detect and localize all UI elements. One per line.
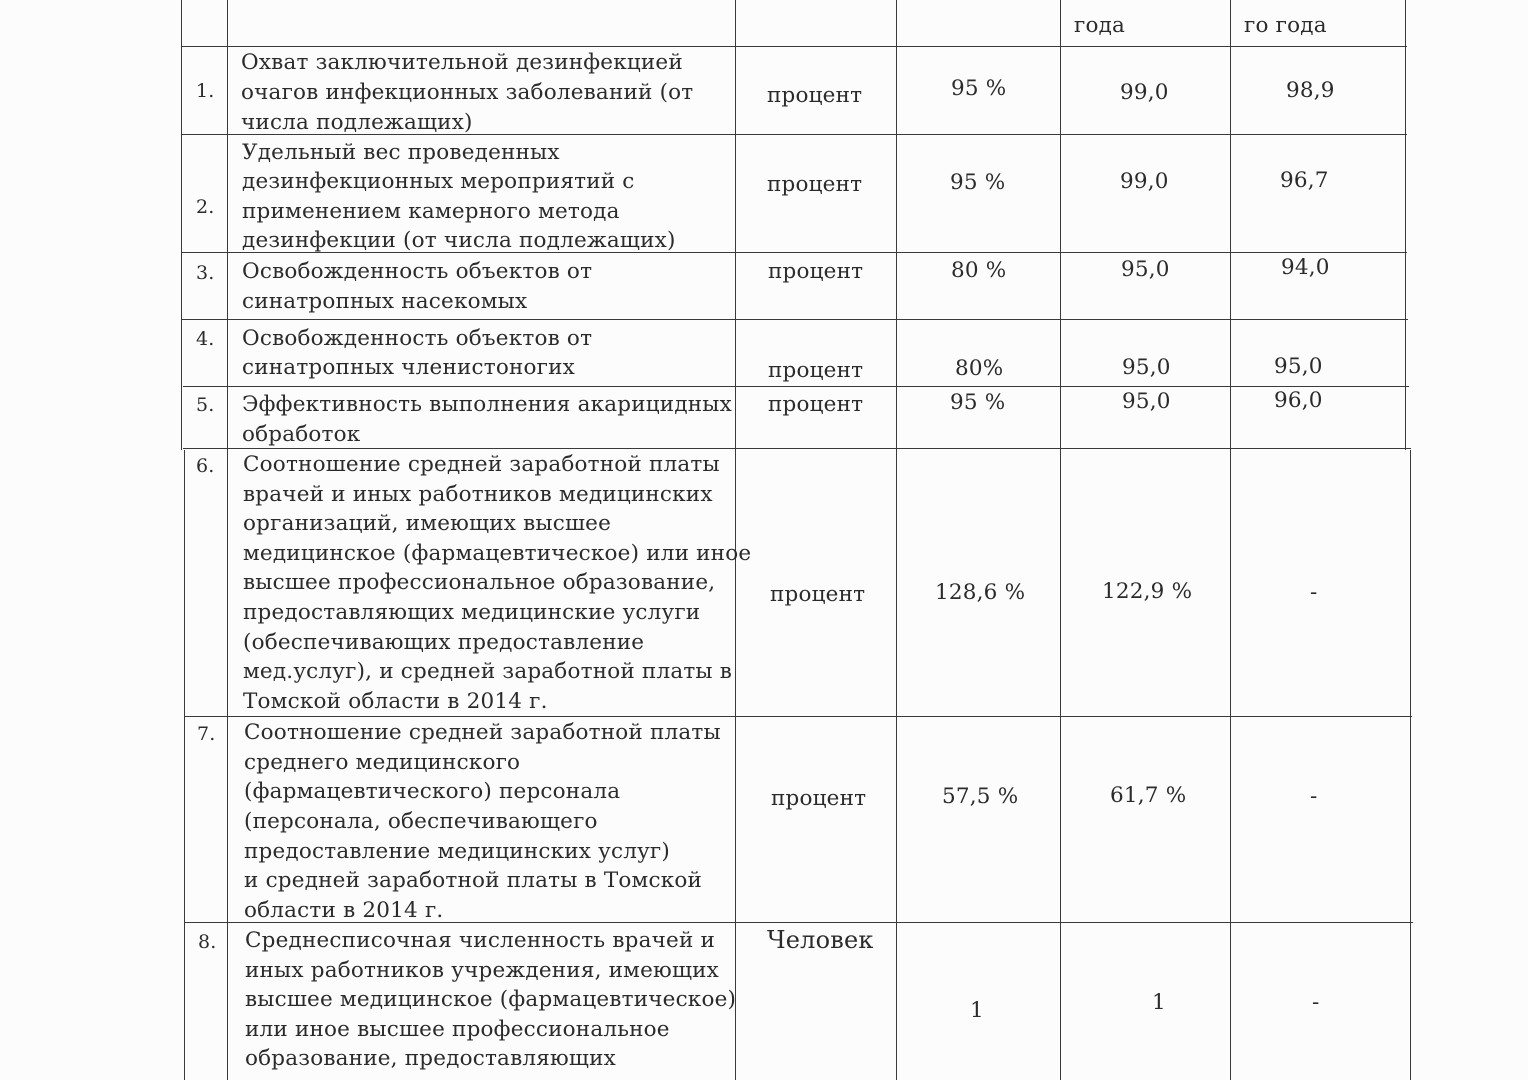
indicator-line: организаций, имеющих высшее (243, 511, 612, 536)
col-line (1230, 0, 1231, 1080)
row-number: 3. (196, 262, 215, 284)
indicator-line: образование, предоставляющих (245, 1046, 616, 1071)
indicator-line: дезинфекции (от числа подлежащих) (242, 228, 676, 253)
unit: процент (768, 358, 864, 383)
previous-value: - (1310, 784, 1318, 809)
indicator-line: Освобожденность объектов от (242, 259, 593, 284)
header-previous-year: го года (1244, 13, 1327, 38)
current-value: 61,7 % (1110, 783, 1187, 808)
current-value: 99,0 (1120, 80, 1169, 105)
previous-value: 94,0 (1281, 255, 1330, 280)
plan-value: 1 (970, 998, 984, 1023)
row-line (182, 319, 1408, 320)
indicator-line: мед.услуг), и средней заработной платы в (243, 659, 733, 684)
row-number: 4. (196, 328, 215, 350)
indicator-line: врачей и иных работников медицинских (243, 482, 713, 507)
col-line (1410, 450, 1411, 1080)
unit: процент (771, 786, 867, 811)
indicator-line: высшее медицинское (фармацевтическое) (245, 987, 737, 1012)
plan-value: 80% (955, 356, 1004, 381)
unit: процент (767, 172, 863, 197)
header-current-year: года (1074, 13, 1126, 38)
unit: процент (770, 582, 866, 607)
current-value: 95,0 (1121, 257, 1170, 282)
indicator-line: Соотношение средней заработной платы (244, 720, 721, 745)
current-value: 95,0 (1122, 389, 1171, 414)
current-value: 95,0 (1122, 355, 1171, 380)
indicator-line: и средней заработной платы в Томской (244, 868, 703, 893)
plan-value: 80 % (951, 258, 1007, 283)
indicator-line: (персонала, обеспечивающего (244, 809, 598, 834)
indicator-line: или иное высшее профессиональное (245, 1017, 670, 1042)
indicator-line: дезинфекционных мероприятий с (242, 169, 635, 194)
indicator-line: (обеспечивающих предоставление (243, 630, 645, 655)
previous-value: - (1310, 580, 1318, 605)
indicator-line: числа подлежащих) (241, 110, 473, 135)
row-number: 6. (196, 455, 215, 477)
unit: процент (767, 83, 863, 108)
indicator-line: применением камерного метода (242, 199, 620, 224)
indicator-line: высшее профессиональное образование, (243, 570, 716, 595)
plan-value: 128,6 % (935, 580, 1026, 605)
plan-value: 57,5 % (942, 784, 1019, 809)
row-number: 1. (196, 80, 215, 102)
indicator-line: (фармацевтического) персонала (244, 779, 621, 804)
indicator-line: обработок (242, 422, 361, 447)
plan-value: 95 % (951, 76, 1007, 101)
indicator-line: Охват заключительной дезинфекцией (241, 50, 683, 75)
current-value: 122,9 % (1102, 579, 1193, 604)
previous-value: 95,0 (1274, 354, 1323, 379)
row-line (183, 386, 1409, 387)
unit: процент (768, 392, 864, 417)
indicator-line: предоставление медицинских услуг) (244, 839, 670, 864)
indicator-line: Эффективность выполнения акарицидных (242, 392, 732, 417)
indicator-line: синатропных насекомых (242, 289, 528, 314)
unit: Человек (767, 926, 874, 954)
col-line (896, 0, 897, 1080)
col-line (227, 0, 228, 1080)
plan-value: 95 % (950, 170, 1006, 195)
current-value: 1 (1152, 990, 1166, 1015)
unit: процент (768, 259, 864, 284)
indicator-line: Соотношение средней заработной платы (243, 452, 720, 477)
current-value: 99,0 (1120, 169, 1169, 194)
indicator-line: иных работников учреждения, имеющих (245, 958, 719, 983)
col-line (1060, 0, 1061, 1080)
row-number: 7. (197, 723, 216, 745)
indicator-line: предоставляющих медицинские услуги (243, 600, 701, 625)
plan-value: 95 % (950, 390, 1006, 415)
indicator-line: Среднесписочная численность врачей и (245, 928, 716, 953)
previous-value: 96,7 (1280, 168, 1329, 193)
indicator-line: Освобожденность объектов от (242, 326, 593, 351)
col-line (1405, 0, 1406, 450)
col-line (181, 0, 182, 450)
col-line (184, 450, 185, 1080)
indicator-line: области в 2014 г. (244, 898, 444, 923)
row-number: 5. (196, 394, 215, 416)
indicator-line: среднего медицинского (244, 750, 521, 775)
indicator-line: медицинское (фармацевтическое) или иное (243, 541, 752, 566)
previous-value: - (1312, 990, 1320, 1015)
row-number: 2. (196, 196, 215, 218)
row-number: 8. (198, 931, 217, 953)
indicator-line: Томской области в 2014 г. (243, 689, 548, 714)
previous-value: 98,9 (1286, 78, 1335, 103)
indicator-line: синатропных членистоногих (242, 355, 575, 380)
indicator-line: очагов инфекционных заболеваний (от (241, 80, 694, 105)
previous-value: 96,0 (1274, 388, 1323, 413)
indicator-line: Удельный вес проведенных (242, 140, 560, 165)
